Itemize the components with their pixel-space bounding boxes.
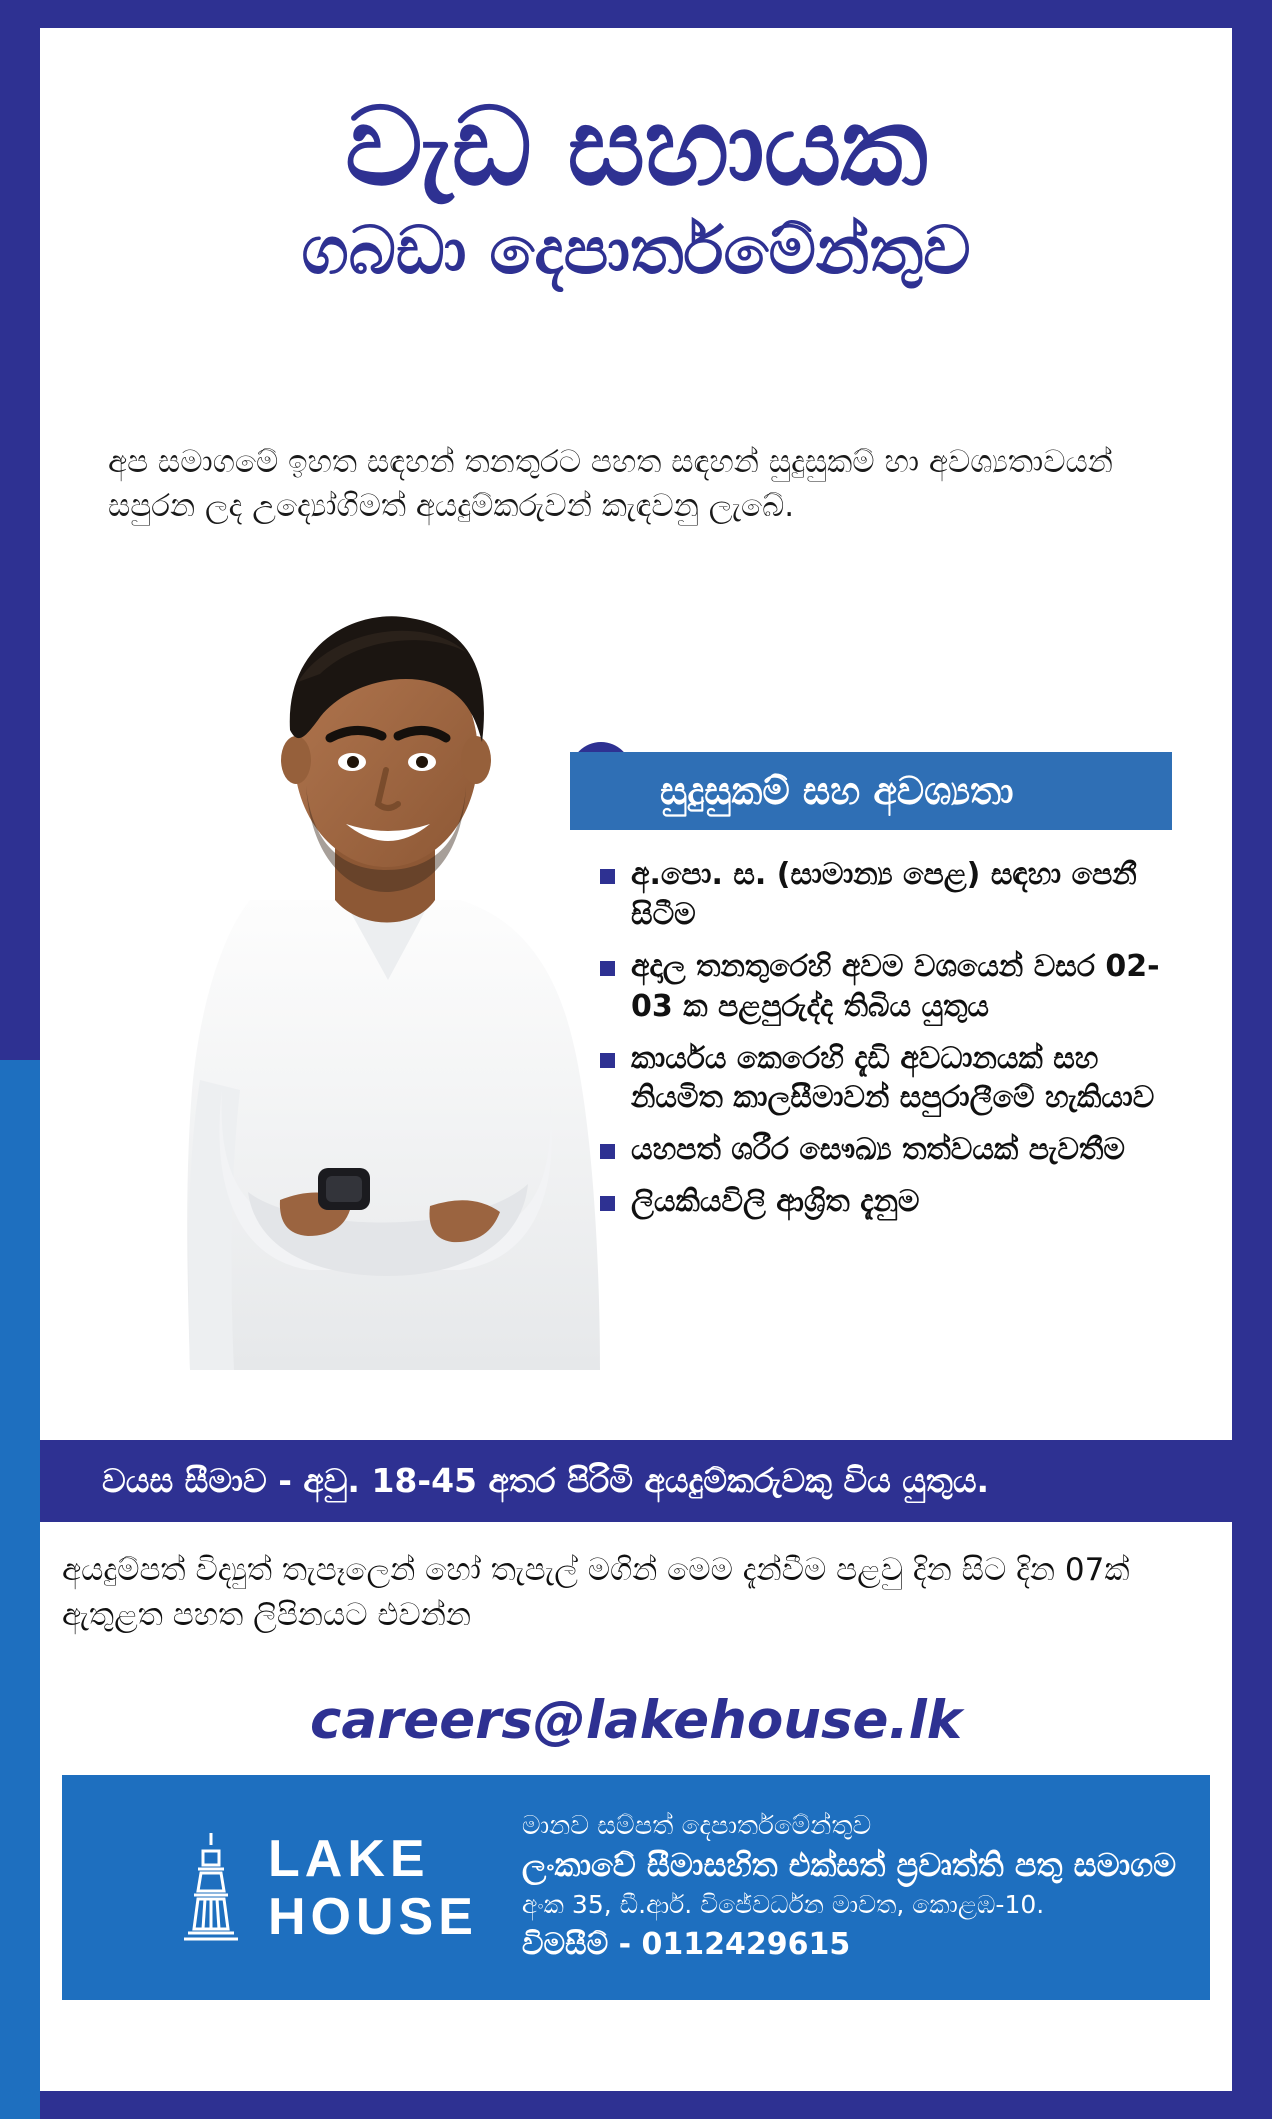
list-item	[600, 855, 1185, 935]
logo-line-1: LAKE	[268, 1829, 430, 1888]
contact-phone: විමසීම් - 0112429615	[521, 1926, 851, 1962]
qualification-text: අදාල තනතුරෙහි අවම වශයෙන් වසර 02-03 ක පළපුරුද්ද තිබිය යුතුය	[631, 948, 1160, 1024]
qualification-text: අ.පො. ස. (සාමාන්‍ය පෙළ) සඳහා පෙනී සිටීම	[631, 857, 1137, 932]
qualifications-list	[600, 855, 1185, 1234]
qualification-text: යහපත් ශරීර සෞඛ්‍ය තත්වයක් පැවතීම	[631, 1132, 1125, 1168]
headline-primary: වැඩ සහායක	[345, 85, 927, 210]
qualifications-heading: සුදුසුකම් සහ අවශ්‍යතා	[660, 768, 1014, 813]
person-illustration	[130, 570, 650, 1370]
company-address	[478, 1809, 1176, 1965]
application-instructions: අයදුම්පත් විද්‍යුත් තැපෑලෙන් හෝ තැපැල් මගින් මෙම දැන්වීම පළවු දින සිට දින 07ක් ඇතුළත පහත ලිපිනයට එවන්න	[62, 1552, 1130, 1633]
company-logo	[62, 1829, 478, 1947]
contact-email[interactable]: careers@lakehouse.lk	[309, 1690, 963, 1751]
logo-line-2: HOUSE	[268, 1887, 478, 1946]
age-limit-bar	[40, 1440, 1232, 1522]
square-bullet-icon	[600, 961, 615, 976]
qualification-text: කාර්යය කෙරෙහි දැඩි අවධානයක් සහ නියමිත කාලසීමාවන් සපුරාලීමේ හැකියාව	[631, 1040, 1155, 1116]
headline-secondary: ගබඩා දෙපාර්තමේන්තුව	[301, 211, 971, 289]
list-item	[600, 1130, 1185, 1170]
square-bullet-icon	[600, 1144, 615, 1159]
age-limit-text: වයස සීමාව - අවු. 18-45 අතර පිරිමි අයදුම්කරුවකු විය යුතුය.	[102, 1461, 990, 1500]
page-title	[40, 85, 1232, 289]
list-item	[600, 1182, 1185, 1222]
intro-paragraph: අප සමාගමේ ඉහත සඳහන් තනතුරට පහත සඳහන් සුදුසුකම් හා අවශ්‍යතාවයන් සපුරන ලද උද්‍යෝගිමත් අයදුම්කරුවන් කැඳවනු ලැබේ.	[108, 444, 1113, 525]
logo-wordmark	[268, 1829, 478, 1946]
applicant-photo	[130, 570, 650, 1370]
qualifications-header-bar	[570, 752, 1172, 830]
lighthouse-icon	[172, 1829, 250, 1947]
list-item	[600, 947, 1185, 1027]
footer-bar	[62, 1775, 1210, 2000]
qualification-text: ලියකියවිලි ආශ්‍රිත දැනුම	[631, 1184, 920, 1220]
square-bullet-icon	[600, 869, 615, 884]
square-bullet-icon	[600, 1053, 615, 1068]
address-line-3: අංක 35, ඩී.ආර්. විජේවර්ධන මාවත, කොළඹ-10.	[521, 1889, 1045, 1919]
address-line-1: මානව සම්පත් දෙපාර්තමේන්තුව	[521, 1811, 872, 1842]
address-line-2: ලංකාවේ සීමාසහිත එක්සත් ප්‍රවෘත්ති පතු සමාගම	[521, 1846, 1177, 1885]
square-bullet-icon	[600, 1196, 615, 1211]
list-item	[600, 1039, 1185, 1119]
left-accent-bar	[0, 1060, 40, 2119]
